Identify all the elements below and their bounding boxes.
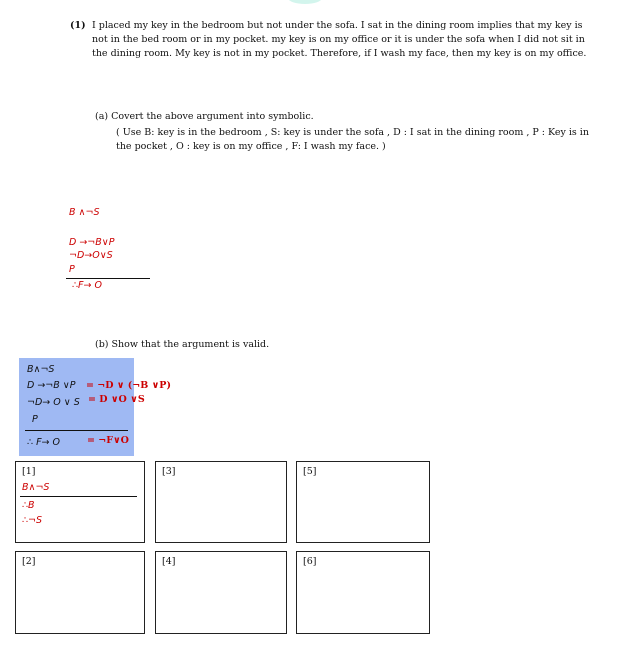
highlight-premise-2-equiv: = ¬D ∨ (¬B ∨P)	[86, 380, 171, 391]
work-box-5-number: [5]	[303, 466, 317, 477]
problem-line-2: not in the bed room or in my pocket. my key is on my office or it is under the sofa when I did not sit in	[92, 34, 585, 45]
highlight-conclusion: ∴ F→ O	[27, 437, 60, 448]
work-box-1-result-not-s: ∴¬S	[22, 515, 43, 526]
problem-number: (1)	[70, 20, 86, 31]
highlight-premise-3-equiv: = D ∨O ∨S	[88, 394, 145, 405]
part-b-label: (b) Show that the argument is valid.	[95, 339, 270, 350]
work-box-6	[296, 551, 430, 634]
highlight-premise-3: ¬D→ O ∨ S	[27, 397, 80, 408]
symbolic-premise-4: P	[69, 264, 75, 275]
work-box-2	[15, 551, 145, 634]
top-decoration	[288, 0, 322, 4]
highlight-premise-4: P	[32, 414, 38, 425]
work-box-1-result-b: ∴B	[22, 500, 35, 511]
highlight-premise-1: B∧¬S	[27, 364, 55, 375]
highlight-conclusion-equiv: = ¬F∨O	[87, 435, 129, 446]
work-box-1-number: [1]	[22, 466, 36, 477]
work-box-1	[15, 461, 145, 543]
work-box-1-premise: B∧¬S	[22, 482, 50, 493]
symbolic-premise-2: D →¬B∨P	[69, 237, 115, 248]
symbolic-conclusion-rule	[66, 278, 150, 279]
highlight-premise-2: D →¬B ∨P	[27, 380, 76, 391]
problem-line-3: the dining room. My key is not in my pocket. Therefore, if I wash my face, then my key is on my office.	[92, 48, 587, 59]
symbolic-conclusion: ∴F→ O	[72, 280, 102, 291]
work-box-6-number: [6]	[303, 556, 317, 567]
legend-line-2: the pocket , O : key is on my office , F: I wash my face. )	[116, 141, 386, 152]
part-a-legend	[116, 126, 616, 154]
problem-text	[92, 19, 612, 61]
work-box-3-number: [3]	[162, 466, 176, 477]
highlight-conclusion-rule	[25, 430, 128, 431]
work-box-1-rule	[20, 496, 137, 497]
problem-line-1: I placed my key in the bedroom but not under the sofa. I sat in the dining room implies that my key is	[92, 20, 583, 31]
work-box-4-number: [4]	[162, 556, 176, 567]
part-a-label: (a) Covert the above argument into symbolic.	[95, 111, 314, 122]
legend-line-1: ( Use B: key is in the bedroom , S: key is under the sofa , D : I sat in the dining room , P : Key is in	[116, 127, 589, 138]
work-box-3	[155, 461, 287, 543]
symbolic-premise-1: B ∧¬S	[69, 207, 100, 218]
work-box-5	[296, 461, 430, 543]
work-box-2-number: [2]	[22, 556, 36, 567]
work-box-4	[155, 551, 287, 634]
symbolic-premise-3: ¬D→O∨S	[69, 250, 113, 261]
